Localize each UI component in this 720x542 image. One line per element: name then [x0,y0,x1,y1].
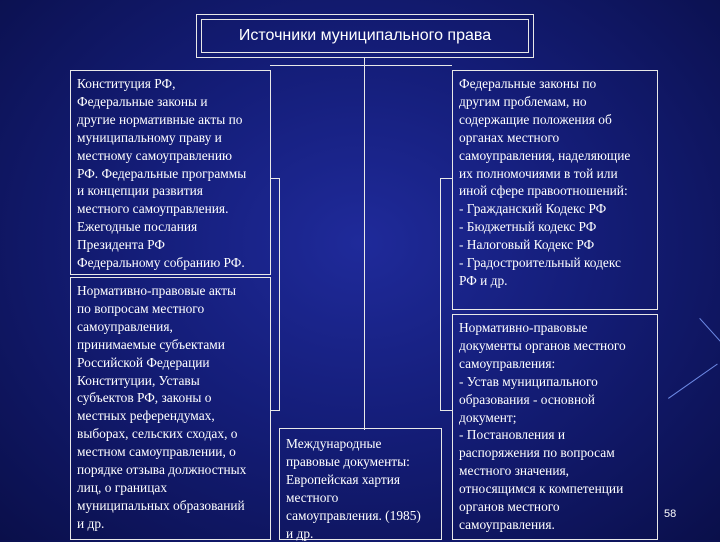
page-number: 58 [664,508,677,520]
connector-right-lower [440,410,452,411]
title-frame [196,14,534,58]
connector-right-vertical [440,178,441,410]
box-federal-acts: Конституция РФ, Федеральные законы и другие нормативные акты по муниципальному праву и местному самоуправлению РФ. Федеральные программы и концепции развития местного самоуправления. Ежегодные послания Президента РФ Федеральному собранию РФ. [70,70,271,275]
decorative-stroke [668,364,718,399]
connector-left-vertical [279,178,280,410]
connector-center-vertical [364,58,365,430]
diagram-title: Источники муниципального права [201,19,529,53]
connector-right-upper [440,178,452,179]
connector-left-lower [270,410,280,411]
box-municipal-documents: Нормативно-правовые документы органов местного самоуправления: - Устав муниципального образования - основной документ; - Постановления и распоряжения по вопросам местного значения, относящимся к компетенции органов местного самоуправления. [452,314,658,540]
box-international-documents: Международные правовые документы: Европейская хартия местного самоуправления. (1985) и др. [279,428,442,540]
connector-right-horizontal [364,65,452,66]
connector-top-horizontal [270,65,366,66]
box-other-federal-laws: Федеральные законы по другим проблемам, но содержащие положения об органах местного самоуправления, наделяющие их полномочиями в той или иной сфере правоотношений: - Гражданский Кодекс РФ - Бюджетный кодекс РФ - Налоговый Кодекс РФ - Градостроительный кодекс РФ и др. [452,70,658,310]
decorative-stroke [699,318,720,345]
box-regional-acts: Нормативно-правовые акты по вопросам местного самоуправления, принимаемые субъектами Российской Федерации Конституции, Уставы субъектов РФ, законы о местных референдумах, выборах, сельских сходах, о местном самоуправлении, о порядке отзыва должностных лиц, о границах муниципальных образований и др. [70,277,271,540]
